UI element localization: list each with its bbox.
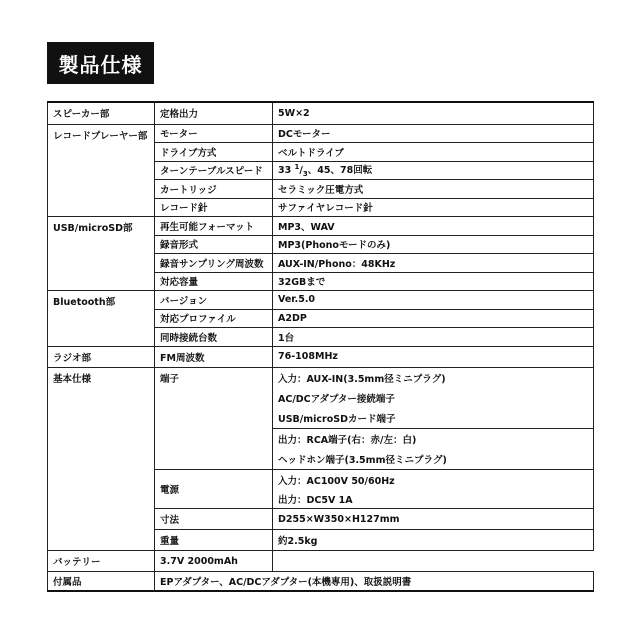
item-label: レコード針: [155, 198, 273, 217]
item-value: 入力：AUX-IN(3.5mm径ミニプラグ): [273, 368, 594, 389]
category-accessories: 付属品: [48, 572, 155, 591]
page-title: 製品仕様: [47, 42, 154, 84]
speed-rest: 、45、78回転: [307, 165, 373, 177]
item-value: 32GBまで: [273, 272, 594, 291]
item-value: 入力：AC100V 50/60Hz: [273, 470, 594, 490]
item-label: 電源: [155, 470, 273, 509]
item-value: ベルトドライブ: [273, 143, 594, 162]
item-value: 3.7V 2000mAh: [155, 551, 273, 572]
item-value: 出力：RCA端子(右：赤/左：白): [273, 429, 594, 450]
item-label: 対応プロファイル: [155, 309, 273, 328]
item-label: ドライブ方式: [155, 143, 273, 162]
item-value: USB/microSDカード端子: [273, 408, 594, 429]
spec-table: [47, 101, 594, 592]
category-bluetooth: Bluetooth部: [48, 291, 155, 347]
item-label: モーター: [155, 124, 273, 143]
item-label: バージョン: [155, 291, 273, 310]
table-row: [48, 368, 594, 389]
speed-denominator: 3: [302, 170, 308, 179]
table-row: [48, 551, 594, 572]
item-value: 76-108MHz: [273, 346, 594, 368]
item-value: MP3、WAV: [273, 217, 594, 236]
table-row: [48, 572, 594, 591]
item-value: 出力：DC5V 1A: [273, 489, 594, 509]
item-value: Ver.5.0: [273, 291, 594, 310]
item-label: 再生可能フォーマット: [155, 217, 273, 236]
item-value: ヘッドホン端子(3.5mm径ミニプラグ): [273, 449, 594, 470]
item-value: セラミック圧電方式: [273, 180, 594, 199]
speed-whole: 33: [278, 165, 295, 177]
speed-numerator: 1: [294, 163, 300, 172]
category-basic: 基本仕様: [48, 368, 155, 551]
item-label: 対応容量: [155, 272, 273, 291]
item-value: 33 $^1/_3$、45、78回転: [273, 161, 594, 180]
table-row: [48, 217, 594, 236]
item-value: 1台: [273, 328, 594, 347]
item-value: AC/DCアダプター接続端子: [273, 388, 594, 408]
item-value: 5W×2: [273, 102, 594, 124]
item-label: FM周波数: [155, 346, 273, 368]
item-value: D255×W350×H127mm: [273, 509, 594, 530]
item-value: MP3(Phonoモードのみ): [273, 235, 594, 254]
item-label: 重量: [155, 530, 273, 551]
item-label: 同時接続台数: [155, 328, 273, 347]
table-row: [48, 124, 594, 143]
item-label: ターンテーブルスピード: [155, 161, 273, 180]
table-row: [48, 346, 594, 368]
table-row: [48, 291, 594, 310]
item-value: A2DP: [273, 309, 594, 328]
item-label: バッテリー: [48, 551, 155, 572]
category-radio: ラジオ部: [48, 346, 155, 368]
item-label: 端子: [155, 368, 273, 470]
category-record: レコードプレーヤー部: [48, 124, 155, 217]
item-label: 録音形式: [155, 235, 273, 254]
category-speaker: スピーカー部: [48, 102, 155, 124]
category-usb: USB/microSD部: [48, 217, 155, 291]
accessories-value: EPアダプター、AC/DCアダプター(本機専用)、取扱説明書: [155, 572, 594, 591]
item-label: 定格出力: [155, 102, 273, 124]
item-label: カートリッジ: [155, 180, 273, 199]
item-value: DCモーター: [273, 124, 594, 143]
item-value: サファイヤレコード針: [273, 198, 594, 217]
table-row: [48, 102, 594, 124]
item-label: 録音サンプリング周波数: [155, 254, 273, 273]
item-label: 寸法: [155, 509, 273, 530]
item-value: 約2.5kg: [273, 530, 594, 551]
item-value: AUX-IN/Phono：48KHz: [273, 254, 594, 273]
